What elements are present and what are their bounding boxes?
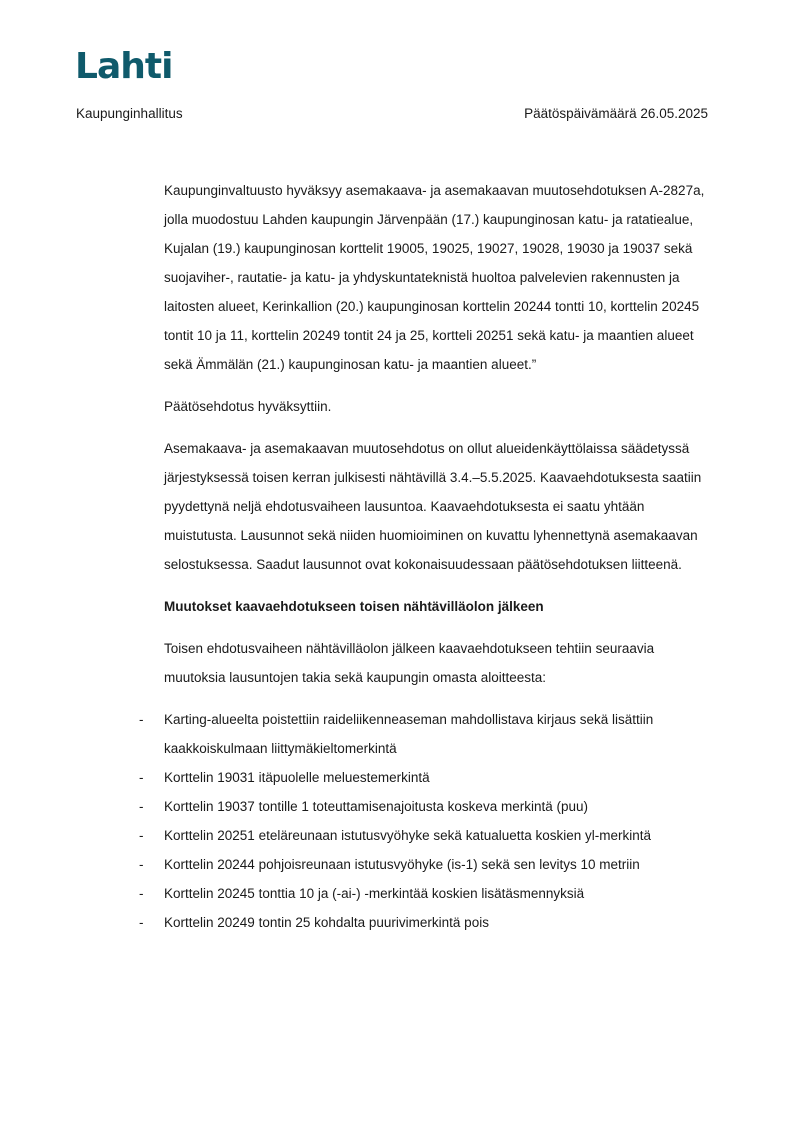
list-item-text: Karting-alueelta poistettiin raideliikenneaseman mahdollistava kirjaus sekä lisättiin kaakkoiskulmaan liittymäkieltomerkintä xyxy=(164,712,654,756)
lahti-logo xyxy=(75,44,175,84)
list-item-text: Korttelin 19031 itäpuolelle meluestemerkintä xyxy=(164,770,430,785)
list-item-text: Korttelin 19037 tontille 1 toteuttamisenajoitusta koskeva merkintä (puu) xyxy=(164,799,588,814)
list-item xyxy=(139,879,724,908)
list-marker: - xyxy=(139,712,144,727)
list-item xyxy=(139,850,724,879)
list-marker: - xyxy=(139,915,144,930)
list-item xyxy=(139,763,724,792)
document-header xyxy=(76,106,708,126)
list-marker: - xyxy=(139,799,144,814)
organization-name: Kaupunginhallitus xyxy=(76,106,183,121)
paragraph-resolution: Kaupunginvaltuusto hyväksyy asemakaava- ja asemakaavan muutosehdotuksen A-2827a, jolla muodostuu Lahden kaupungin Järvenpään (17.) kaupunginosan katu- ja ratatiealue, Kujalan (19.) kaupunginosan korttelit 19005, 19025, 19027, 19028, 19030 ja 19037 sekä suojaviher-, rautatie- ja katu- ja yhdyskuntateknistä huoltoa palvelevien rakennusten ja laitosten alueet, Kerinkallion (20.) kaupunginosan korttelin 20244 tontti 10, korttelin 20245 tontit 10 ja 11, korttelin 20249 tontit 24 ja 25, kortteli 20251 sekä katu- ja maantien alueet sekä Ämmälän (21.) kaupunginosan katu- ja maantien alueet.” xyxy=(164,183,705,372)
paragraph-approved: Päätösehdotus hyväksyttiin. xyxy=(164,399,332,414)
list-marker: - xyxy=(139,886,144,901)
list-item xyxy=(139,792,724,821)
list-item xyxy=(139,705,724,763)
paragraph-changes-intro: Toisen ehdotusvaiheen nähtävilläolon jälkeen kaavaehdotukseen tehtiin seuraavia muutoksia lausuntojen takia sekä kaupungin omasta aloitteesta: xyxy=(164,641,655,685)
section-heading: Muutokset kaavaehdotukseen toisen nähtävilläolon jälkeen xyxy=(164,599,544,614)
list-item xyxy=(139,821,724,850)
list-marker: - xyxy=(139,828,144,843)
list-marker: - xyxy=(139,857,144,872)
changes-list xyxy=(139,705,714,937)
svg-text:Lahti: Lahti xyxy=(75,46,173,84)
list-item-text: Korttelin 20251 eteläreunaan istutusvyöhyke sekä katualuetta koskien yl-merkintä xyxy=(164,828,652,843)
list-item-text: Korttelin 20244 pohjoisreunaan istutusvyöhyke (is-1) sekä sen levitys 10 metriin xyxy=(164,857,640,872)
lahti-logo-icon xyxy=(75,44,175,84)
list-item xyxy=(139,908,724,937)
decision-date: Päätöspäivämäärä 26.05.2025 xyxy=(524,106,708,121)
paragraph-public-display: Asemakaava- ja asemakaavan muutosehdotus on ollut alueidenkäyttölaissa säädetyssä järjestyksessä toisen kerran julkisesti nähtävillä 3.4.–5.5.2025. Kaavaehdotuksesta saatiin pyydettynä neljä ehdotusvaiheen lausuntoa. Kaavaehdotuksesta ei saatu yhtään muistutusta. Lausunnot sekä niiden huomioiminen on kuvattu lyhennettynä asemakaavan selostuksessa. Saadut lausunnot ovat kokonaisuudessaan päätösehdotuksen liitteenä. xyxy=(164,441,702,572)
document-body xyxy=(139,176,714,937)
list-item-text: Korttelin 20249 tontin 25 kohdalta puurivimerkintä pois xyxy=(164,915,489,930)
list-item-text: Korttelin 20245 tonttia 10 ja (-ai-) -merkintää koskien lisätäsmennyksiä xyxy=(164,886,585,901)
list-marker: - xyxy=(139,770,144,785)
